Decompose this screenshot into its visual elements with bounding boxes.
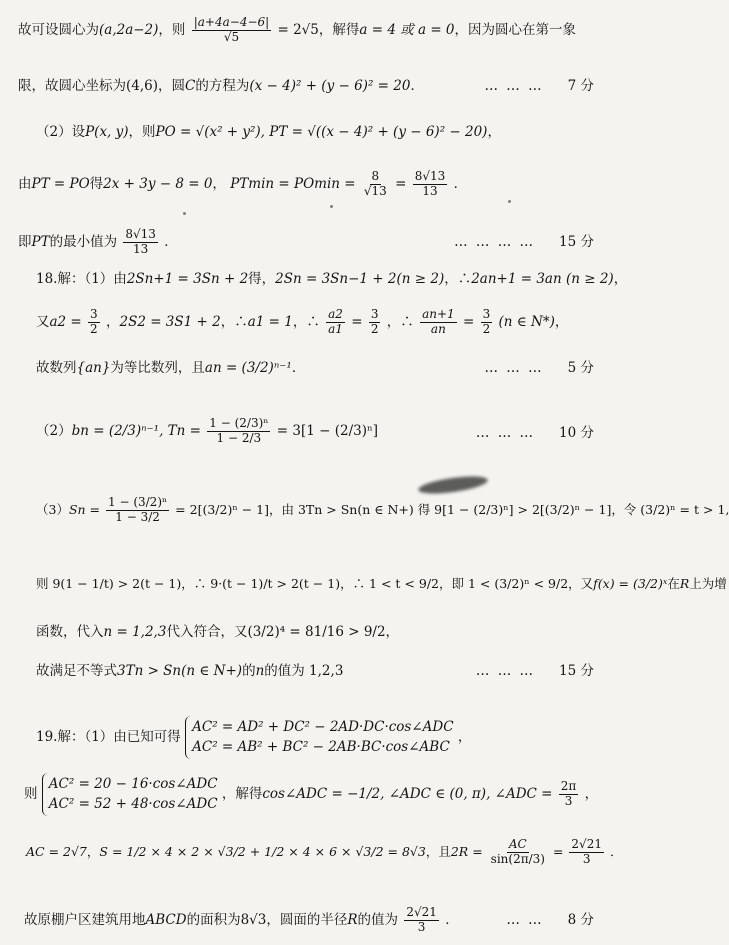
math: = bbox=[395, 175, 407, 192]
score-line-5 bbox=[454, 236, 594, 250]
numerator: 8√13 bbox=[125, 227, 156, 241]
math: a2 = bbox=[49, 313, 82, 330]
text: 故可设圆心为 bbox=[18, 21, 99, 38]
numerator: 2π bbox=[560, 778, 577, 793]
denominator: 13 bbox=[422, 183, 438, 198]
numerator: 3 bbox=[482, 307, 491, 321]
math: S = 1/2 × 4 × 2 × √3/2 + 1/2 × 4 × 6 × √3/2 = 8√3 bbox=[99, 843, 426, 859]
line-15 bbox=[24, 773, 598, 816]
equation-row: AC² = AD² + DC² − 2AD·DC·cos∠ADC bbox=[192, 719, 454, 735]
numerator: an+1 bbox=[422, 307, 455, 321]
text: ， bbox=[212, 175, 226, 192]
math: bn = (2/3)ⁿ⁻¹, Tn = bbox=[71, 422, 201, 439]
fraction bbox=[569, 838, 604, 867]
text: ，圆 bbox=[158, 78, 186, 94]
equation-system bbox=[185, 716, 453, 759]
ink-smudge bbox=[417, 473, 488, 497]
text: ． bbox=[609, 843, 623, 859]
fraction bbox=[192, 16, 271, 45]
text: 在 bbox=[667, 576, 680, 591]
math: = 2√5，解得 bbox=[277, 21, 360, 38]
math: R bbox=[679, 576, 690, 591]
numerator: 1 − (3/2)ⁿ bbox=[108, 495, 168, 509]
text: 即 bbox=[18, 233, 32, 250]
math: n = 1,2,3 bbox=[103, 624, 167, 640]
text: ，∴ bbox=[386, 313, 414, 330]
fraction bbox=[413, 170, 448, 199]
math: (4,6) bbox=[126, 78, 159, 94]
numerator: 2√21 bbox=[406, 905, 437, 919]
denominator: 1 − 2/3 bbox=[216, 430, 262, 445]
text: ， bbox=[584, 785, 599, 802]
math: = 3[1 − (2/3)ⁿ] bbox=[276, 422, 379, 439]
text: 则 bbox=[24, 785, 38, 802]
equation-system bbox=[42, 773, 218, 816]
text: ， bbox=[86, 843, 100, 859]
denominator: 3 bbox=[417, 919, 426, 934]
line-4 bbox=[18, 170, 467, 199]
math: n bbox=[255, 663, 265, 679]
math: (a,2a−2) bbox=[99, 21, 159, 38]
text: ，且 bbox=[425, 843, 451, 859]
text: ，∴ bbox=[444, 271, 472, 287]
math: (x − 4)² + (y − 6)² = 20 bbox=[249, 78, 411, 94]
text: ， bbox=[613, 271, 628, 287]
text: 故数列 bbox=[36, 360, 77, 376]
math: 2Sn = 3Sn−1 + 2(n ≥ 2) bbox=[275, 271, 445, 287]
fraction bbox=[559, 780, 579, 809]
line-6 bbox=[36, 273, 627, 287]
score-line-2 bbox=[485, 80, 594, 94]
fraction bbox=[88, 308, 100, 337]
line-11 bbox=[36, 578, 727, 591]
text: 19.解：（1）由已知可得 bbox=[36, 728, 181, 745]
text: ． bbox=[291, 360, 306, 376]
fraction bbox=[481, 308, 493, 337]
score: 15 分 bbox=[559, 234, 594, 250]
text: 由 bbox=[18, 175, 32, 192]
numerator: 8√13 bbox=[414, 169, 446, 183]
numerator: 3 bbox=[370, 307, 379, 321]
line-3 bbox=[36, 126, 501, 140]
line-7 bbox=[36, 308, 568, 337]
text: 代入符合，又 bbox=[166, 624, 248, 640]
equation-row: AC² = AB² + BC² − 2AB·BC·cos∠ABC bbox=[192, 739, 450, 756]
line-17 bbox=[24, 906, 459, 935]
text: 的值为 1,2,3 bbox=[264, 663, 344, 679]
numerator: |a+4a−4−6| bbox=[193, 15, 270, 29]
denominator: 3 bbox=[564, 793, 573, 808]
text: 限，故圆心坐标为 bbox=[18, 78, 126, 94]
score-line-17 bbox=[506, 914, 594, 928]
text: ，则 bbox=[158, 21, 186, 38]
score: 10 分 bbox=[559, 425, 594, 441]
denominator: √13 bbox=[363, 183, 387, 198]
text: 又 bbox=[36, 313, 50, 330]
text: ，圆面的半径 bbox=[266, 911, 348, 928]
text: ， bbox=[385, 624, 400, 640]
fraction bbox=[420, 308, 457, 337]
leader-dots: … … … bbox=[484, 78, 544, 94]
score-line-8 bbox=[485, 362, 594, 376]
math: PO = √(x² + y²), PT = √((x − 4)² + (y − 6)² − 20) bbox=[155, 124, 488, 140]
math: 2R = bbox=[450, 843, 483, 859]
text: ． bbox=[445, 911, 459, 928]
denominator: 13 bbox=[133, 241, 149, 256]
denominator: 2 bbox=[370, 321, 379, 336]
text: ． bbox=[164, 233, 178, 250]
math: R bbox=[347, 911, 358, 928]
denominator: 1 − 3/2 bbox=[115, 509, 160, 524]
leader-dots: … … … bbox=[484, 360, 544, 376]
math: 8√3 bbox=[240, 911, 267, 928]
fraction bbox=[369, 308, 381, 337]
text: 的值为 bbox=[357, 911, 399, 928]
fraction bbox=[404, 906, 439, 935]
math: = bbox=[552, 843, 564, 859]
line-2 bbox=[18, 80, 424, 94]
ink-speck bbox=[508, 200, 511, 203]
text: （3） bbox=[36, 501, 69, 517]
math: 2x + 3y − 8 = 0 bbox=[103, 175, 213, 192]
score-line-13 bbox=[476, 665, 594, 679]
fraction bbox=[326, 308, 345, 337]
text: ， bbox=[457, 728, 472, 745]
text: 的方程为 bbox=[195, 78, 250, 94]
text: 为等比数列，且 bbox=[110, 360, 205, 376]
line-5 bbox=[18, 228, 178, 257]
equation-row: AC² = 20 − 16·cos∠ADC bbox=[48, 776, 218, 792]
text: 故满足不等式 bbox=[36, 663, 117, 679]
numerator: 8 bbox=[371, 169, 380, 183]
math: 2S2 = 3S1 + 2 bbox=[119, 313, 221, 330]
line-8 bbox=[36, 362, 305, 376]
text: ， bbox=[105, 313, 120, 330]
text: （2）设 bbox=[36, 124, 86, 140]
leader-dots: … … … … bbox=[454, 234, 536, 250]
leader-dots: … … … bbox=[475, 425, 536, 441]
math: PT = PO bbox=[31, 175, 90, 192]
math: C bbox=[185, 78, 196, 94]
numerator: 3 bbox=[90, 307, 98, 321]
text: ，解得 bbox=[221, 785, 263, 802]
math: Sn = bbox=[68, 501, 101, 517]
math: an = (3/2)ⁿ⁻¹ bbox=[204, 360, 292, 376]
math: {an} bbox=[76, 360, 111, 376]
math: ABCD bbox=[145, 911, 187, 928]
text: ，则 bbox=[128, 124, 156, 140]
text: ，∴ bbox=[292, 313, 320, 330]
math: 则 9(1 − 1/t) > 2(t − 1)，∴ 9·(t − 1)/t > 2(t − 1)，∴ 1 < t < 9/2，即 1 < (3/2)ⁿ < 9/2，又 bbox=[36, 576, 594, 591]
leader-dots: … … … bbox=[475, 663, 536, 679]
math: 2an+1 = 3an (n ≥ 2) bbox=[471, 271, 614, 287]
text: 的面积为 bbox=[186, 911, 241, 928]
math: cos∠ADC = −1/2, ∠ADC ∈ (0, π), ∠ADC = bbox=[262, 785, 553, 802]
line-9 bbox=[36, 417, 378, 446]
text: ， bbox=[554, 313, 569, 330]
text: 得， bbox=[248, 271, 276, 287]
denominator: sin(2π/3) bbox=[490, 851, 545, 866]
text: 得 bbox=[89, 175, 104, 192]
math: = 2[(3/2)ⁿ − 1]，由 3Tn > Sn(n ∈ N+) 得 9[1 − (2/3)ⁿ] > 2[(3/2)ⁿ − 1]，令 (3/2)ⁿ = t > 1, bbox=[175, 501, 729, 517]
equation-row: AC² = 52 + 48·cos∠ADC bbox=[48, 796, 218, 813]
math: AC = 2√7 bbox=[26, 843, 87, 859]
text: ， bbox=[487, 124, 501, 140]
numerator: 2√21 bbox=[571, 837, 602, 851]
fraction bbox=[106, 496, 169, 525]
line-10 bbox=[36, 496, 729, 525]
denominator: 2 bbox=[482, 321, 491, 336]
math: f(x) = (3/2)ˣ bbox=[593, 576, 668, 591]
numerator: 1 − (2/3)ⁿ bbox=[209, 416, 269, 430]
text: 的 bbox=[242, 663, 256, 679]
line-14 bbox=[36, 716, 471, 759]
math: 3Tn > Sn(n ∈ N+) bbox=[117, 663, 243, 679]
text: ． bbox=[410, 78, 424, 94]
line-12 bbox=[36, 626, 399, 640]
math: a1 = 1 bbox=[247, 313, 293, 330]
math: (n ∈ N*) bbox=[498, 313, 555, 330]
text: ． bbox=[453, 175, 468, 192]
fraction bbox=[123, 228, 158, 257]
math: = bbox=[351, 313, 363, 330]
fraction bbox=[207, 417, 270, 446]
math: P(x, y) bbox=[85, 124, 129, 140]
numerator: AC bbox=[508, 837, 527, 851]
text: 的最小值为 bbox=[49, 233, 118, 250]
math: = bbox=[462, 313, 475, 330]
denominator: √5 bbox=[223, 29, 240, 44]
text: 18.解：（1）由 bbox=[36, 271, 127, 287]
fraction bbox=[489, 838, 547, 867]
text: ，∴ bbox=[220, 313, 248, 330]
math: PT bbox=[31, 233, 50, 250]
text: ，因为圆心在第一象 bbox=[454, 21, 577, 38]
score: 8 分 bbox=[567, 912, 594, 928]
score-line-9 bbox=[476, 427, 594, 441]
line-13 bbox=[36, 665, 343, 679]
denominator: a1 bbox=[328, 321, 343, 336]
text: 故原棚户区建筑用地 bbox=[24, 911, 146, 928]
ink-speck bbox=[330, 205, 333, 208]
fraction bbox=[362, 170, 389, 199]
text: 函数，代入 bbox=[36, 624, 104, 640]
line-16 bbox=[26, 838, 622, 867]
math: PTmin = POmin = bbox=[230, 175, 356, 192]
denominator: 2 bbox=[90, 321, 98, 336]
line-1 bbox=[18, 16, 576, 45]
score: 5 分 bbox=[567, 360, 594, 376]
math: a = 4 或 a = 0 bbox=[359, 21, 455, 38]
score: 7 分 bbox=[567, 78, 594, 94]
ink-speck bbox=[183, 212, 186, 215]
denominator: an bbox=[430, 321, 446, 336]
math: 2Sn+1 = 3Sn + 2 bbox=[126, 271, 249, 287]
score: 15 分 bbox=[559, 663, 594, 679]
text: （2） bbox=[36, 422, 72, 439]
numerator: a2 bbox=[328, 307, 343, 321]
denominator: 3 bbox=[582, 851, 591, 866]
text: 上为增 bbox=[689, 576, 727, 591]
math: (3/2)⁴ = 81/16 > 9/2 bbox=[247, 624, 386, 640]
leader-dots: … … bbox=[506, 912, 544, 928]
